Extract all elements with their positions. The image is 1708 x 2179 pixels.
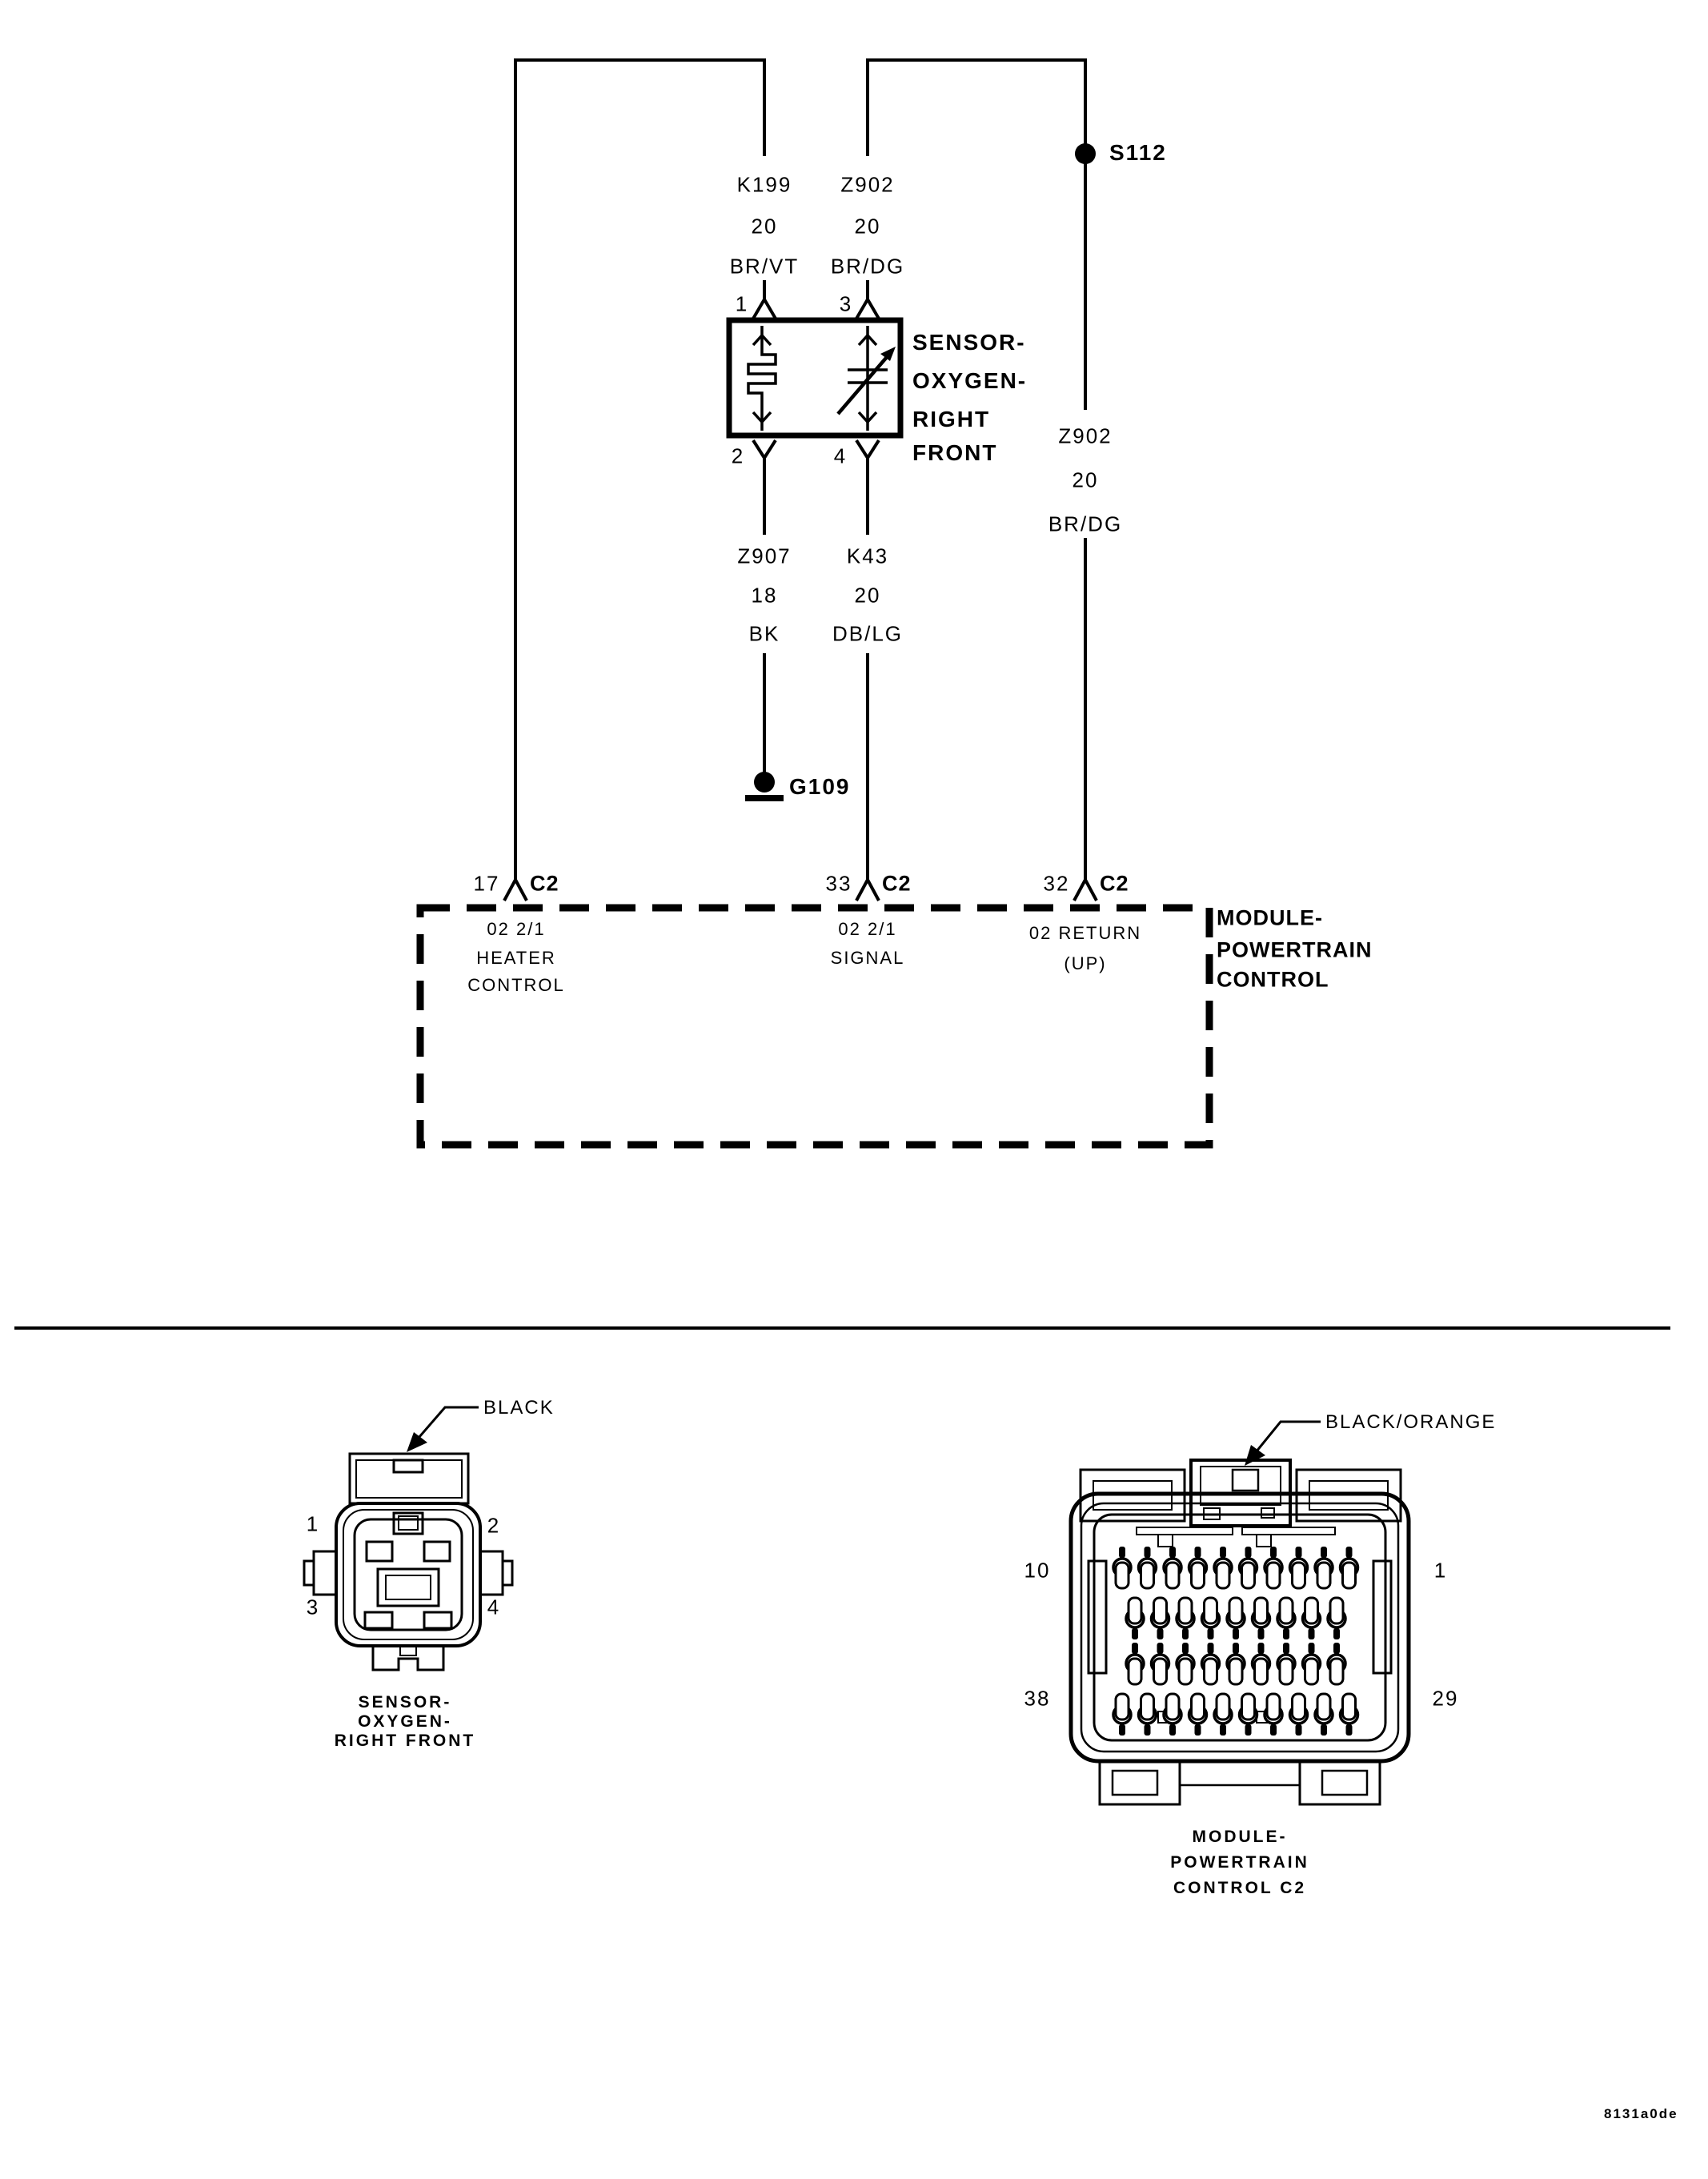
sensor-pin2-number: 2 bbox=[731, 443, 745, 468]
pcm-pin-cavity bbox=[1265, 1547, 1282, 1588]
pcm-view-pin10: 10 bbox=[1024, 1558, 1051, 1583]
pcm-pin-cavity bbox=[1152, 1598, 1169, 1639]
pcm-pin-cavity bbox=[1277, 1598, 1295, 1639]
wire-z902-right-gauge: 20 bbox=[1072, 468, 1099, 492]
pcm-pin-cavity bbox=[1328, 1598, 1345, 1639]
o2-sense-element-icon bbox=[838, 326, 896, 431]
pcm-pin-cavity bbox=[1202, 1643, 1220, 1684]
pin17-function-line2: HEATER bbox=[476, 948, 556, 968]
pcm-pin-cavity bbox=[1240, 1547, 1257, 1588]
pcm-pin-cavity bbox=[1341, 1547, 1358, 1588]
wire-z907-color: BK bbox=[748, 621, 780, 646]
black-orange-callout-arrowhead bbox=[1245, 1445, 1265, 1466]
fork-pin1 bbox=[753, 299, 776, 319]
wire-z902-bracket bbox=[868, 60, 1085, 156]
black-callout-leader bbox=[414, 1407, 479, 1443]
wire-k199-gauge: 20 bbox=[751, 214, 778, 239]
module-name-line1: MODULE- bbox=[1217, 905, 1323, 930]
sensor-view-pin4: 4 bbox=[487, 1595, 501, 1619]
wire-lines bbox=[515, 60, 1085, 880]
pcm-pin-cavity bbox=[1253, 1598, 1270, 1639]
pcm-pin-cavity bbox=[1240, 1694, 1257, 1736]
pcm-pin-cavity bbox=[1277, 1643, 1295, 1684]
sensor-name-line1: SENSOR- bbox=[912, 330, 1026, 355]
pcm-pin-cavity bbox=[1177, 1598, 1194, 1639]
module-pin33-connector: C2 bbox=[882, 871, 912, 896]
pcm-pin-cavity bbox=[1253, 1643, 1270, 1684]
sensor-view-caption-line1: SENSOR- bbox=[358, 1693, 452, 1711]
pcm-pin-cavity bbox=[1214, 1547, 1232, 1588]
wire-z902-right-circuit: Z902 bbox=[1058, 423, 1113, 448]
pcm-pin-cavity bbox=[1152, 1643, 1169, 1684]
pcm-pin-cavity bbox=[1303, 1598, 1321, 1639]
wire-k199-upper bbox=[515, 60, 764, 880]
pcm-view-pin38: 38 bbox=[1024, 1686, 1051, 1711]
sensor-name-line2: OXYGEN- bbox=[912, 368, 1028, 393]
pcm-pin-cavity bbox=[1113, 1547, 1131, 1588]
heater-element-icon bbox=[748, 326, 776, 431]
pcm-connector-view bbox=[1071, 1422, 1409, 1804]
black-orange-callout-leader bbox=[1253, 1422, 1321, 1456]
sensor-pin1-number: 1 bbox=[735, 291, 749, 316]
pcm-pin-cavity bbox=[1139, 1694, 1157, 1736]
sensor-pin3-number: 3 bbox=[839, 291, 853, 316]
pcm-pin-cavity bbox=[1126, 1598, 1144, 1639]
module-pin32-number: 32 bbox=[1043, 871, 1070, 896]
pcm-pin-cavity bbox=[1189, 1694, 1207, 1736]
pcm-pin-cavity bbox=[1227, 1598, 1245, 1639]
pcm-pin-cavity bbox=[1315, 1547, 1333, 1588]
pcm-pin-cavity bbox=[1177, 1643, 1194, 1684]
wire-k43-gauge: 20 bbox=[854, 583, 881, 608]
wire-z907-gauge: 18 bbox=[751, 583, 778, 608]
pcm-view-caption-line3: CONTROL C2 bbox=[1173, 1879, 1307, 1897]
fork-pin17 bbox=[504, 880, 527, 901]
sensor-view-pin3: 3 bbox=[306, 1595, 320, 1619]
pin32-function-line1: 02 RETURN bbox=[1028, 923, 1142, 943]
wire-k43-circuit: K43 bbox=[846, 544, 889, 568]
module-pin17-number: 17 bbox=[473, 871, 500, 896]
wire-z902-top-color: BR/DG bbox=[830, 254, 905, 279]
fork-pin3 bbox=[856, 299, 879, 319]
wire-z907-circuit: Z907 bbox=[737, 544, 792, 568]
pcm-pin-cavity bbox=[1290, 1694, 1308, 1736]
ground-g109-label: G109 bbox=[789, 774, 851, 799]
module-name-line3: CONTROL bbox=[1217, 967, 1329, 992]
pcm-view-pin1: 1 bbox=[1433, 1558, 1448, 1583]
pcm-pin-cavity bbox=[1227, 1643, 1245, 1684]
pcm-pin-cavity bbox=[1126, 1643, 1144, 1684]
fork-pin32 bbox=[1074, 880, 1097, 901]
pcm-pin-cavity bbox=[1113, 1694, 1131, 1736]
pcm-pin-cavity bbox=[1202, 1598, 1220, 1639]
pcm-pin-cavity bbox=[1139, 1547, 1157, 1588]
pcm-connector-color-callout: BLACK/ORANGE bbox=[1325, 1411, 1497, 1433]
pcm-view-caption-line2: POWERTRAIN bbox=[1170, 1853, 1309, 1872]
pin33-function-line2: SIGNAL bbox=[830, 948, 905, 968]
pcm-view-pin29: 29 bbox=[1432, 1686, 1459, 1711]
fork-pin2 bbox=[753, 440, 776, 458]
black-callout-arrowhead bbox=[407, 1432, 427, 1452]
sensor-view-caption-line2: OXYGEN- bbox=[358, 1712, 452, 1731]
sensor-view-caption-line3: RIGHT FRONT bbox=[334, 1732, 476, 1750]
pcm-pin-cavity bbox=[1315, 1694, 1333, 1736]
pin32-function-line2: (UP) bbox=[1064, 953, 1107, 973]
pin33-function-line1: 02 2/1 bbox=[838, 919, 897, 939]
sensor-name-line3: RIGHT bbox=[912, 407, 991, 431]
sensor-view-pin2: 2 bbox=[487, 1513, 501, 1538]
sensor-connector-view bbox=[304, 1407, 512, 1670]
pcm-pin-cavity bbox=[1214, 1694, 1232, 1736]
splice-s112-dot bbox=[1075, 143, 1096, 164]
sensor-view-pin1: 1 bbox=[306, 1511, 320, 1536]
sensor-name-line4: FRONT bbox=[912, 440, 998, 465]
sensor-pin4-number: 4 bbox=[833, 443, 848, 468]
pcm-pin-cavity bbox=[1265, 1694, 1282, 1736]
wire-k43-color: DB/LG bbox=[832, 621, 904, 646]
pcm-pin-cavity bbox=[1164, 1694, 1181, 1736]
pcm-pin-cavity bbox=[1328, 1643, 1345, 1684]
module-name-line2: POWERTRAIN bbox=[1217, 937, 1373, 962]
fork-pin33 bbox=[856, 880, 879, 901]
module-pin33-number: 33 bbox=[825, 871, 852, 896]
wire-z902-top-circuit: Z902 bbox=[840, 172, 895, 197]
wire-z902-top-gauge: 20 bbox=[854, 214, 881, 239]
module-pin32-connector: C2 bbox=[1100, 871, 1129, 896]
pin17-function-line1: 02 2/1 bbox=[487, 919, 546, 939]
fork-pin4 bbox=[856, 440, 879, 458]
pcm-pin-cavity bbox=[1341, 1694, 1358, 1736]
pcm-pin-cavity bbox=[1290, 1547, 1308, 1588]
pcm-pin-cavity bbox=[1189, 1547, 1207, 1588]
module-pin17-connector: C2 bbox=[530, 871, 559, 896]
splice-s112-label: S112 bbox=[1109, 140, 1167, 165]
ground-g109-symbol bbox=[745, 772, 784, 801]
pcm-pin-cavity bbox=[1303, 1643, 1321, 1684]
pcm-pin-grid bbox=[1113, 1547, 1358, 1736]
wire-k199-color: BR/VT bbox=[729, 254, 800, 279]
pcm-pin-cavity bbox=[1164, 1547, 1181, 1588]
pin17-function-line3: CONTROL bbox=[467, 975, 565, 995]
sensor-component-box bbox=[729, 320, 900, 435]
wire-k199-circuit: K199 bbox=[736, 172, 792, 197]
sensor-connector-color-callout: BLACK bbox=[483, 1397, 555, 1419]
pcm-view-caption-line1: MODULE- bbox=[1192, 1828, 1288, 1846]
wire-z902-right-color: BR/DG bbox=[1048, 512, 1123, 536]
diagram-code: 8131a0de bbox=[1604, 2106, 1678, 2121]
